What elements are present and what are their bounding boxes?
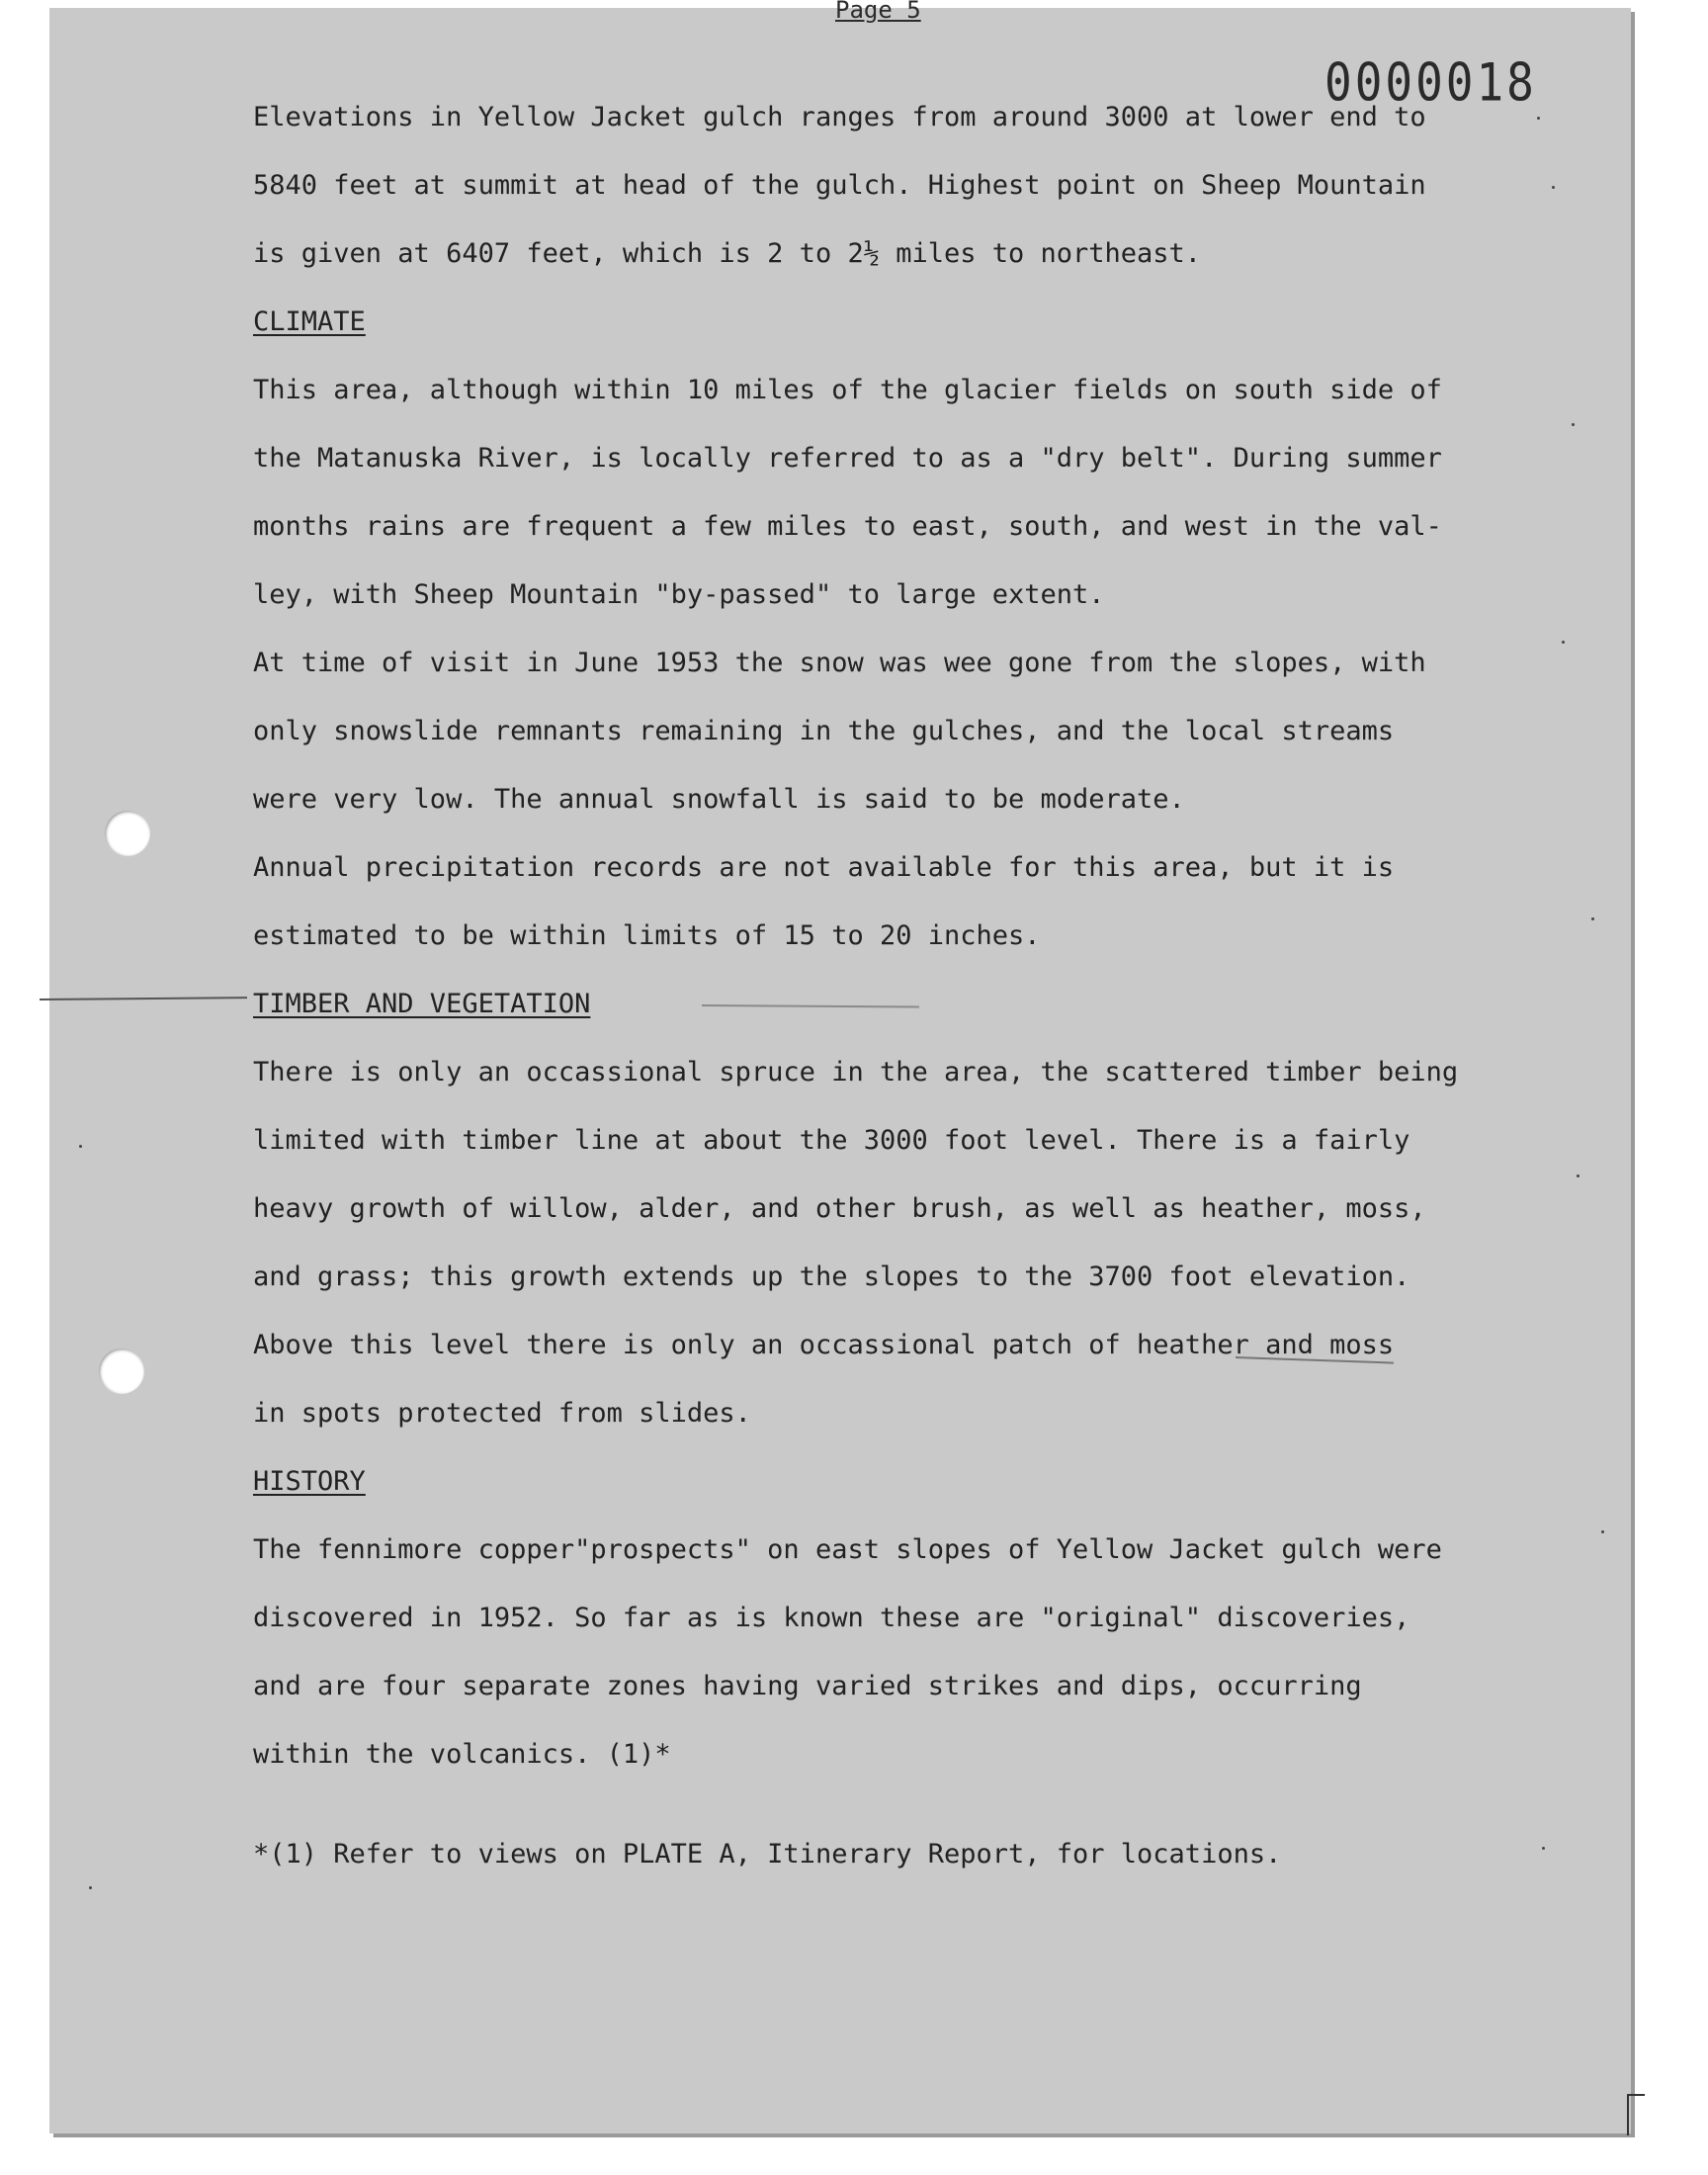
text-line: 5840 feet at summit at head of the gulch. Highest point on Sheep Mountain xyxy=(253,170,1426,201)
document-body xyxy=(253,83,1528,1888)
text-line: the Matanuska River, is locally referred to as a "dry belt". During summer xyxy=(253,443,1442,474)
speck xyxy=(1591,917,1594,920)
text-line: Elevations in Yellow Jacket gulch ranges from around 3000 at lower end to xyxy=(253,102,1426,132)
text-line: and are four separate zones having varied strikes and dips, occurring xyxy=(253,1671,1362,1701)
speck xyxy=(89,1886,92,1889)
text-line: This area, although within 10 miles of the glacier fields on south side of xyxy=(253,375,1442,405)
spacer xyxy=(253,1788,1528,1820)
text-line: discovered in 1952. So far as is known these are "original" discoveries, xyxy=(253,1603,1410,1633)
text-line: estimated to be within limits of 15 to 20 inches. xyxy=(253,920,1041,951)
text-line: only snowslide remnants remaining in the gulches, and the local streams xyxy=(253,716,1395,746)
speck xyxy=(1601,1530,1604,1533)
text-line: heavy growth of willow, alder, and other brush, as well as heather, moss, xyxy=(253,1193,1426,1224)
page-label: Page 5 xyxy=(835,0,921,24)
text-line: limited with timber line at about the 3000 foot level. There is a fairly xyxy=(253,1125,1410,1156)
section-heading-climate: CLIMATE xyxy=(253,306,366,337)
text-line: months rains are frequent a few miles to east, south, and west in the val- xyxy=(253,511,1442,542)
speck xyxy=(1577,1174,1580,1177)
section-heading-timber: TIMBER AND VEGETATION xyxy=(253,989,591,1019)
punch-hole-bottom xyxy=(99,1348,144,1394)
text-line: within the volcanics. (1)* xyxy=(253,1739,671,1770)
text-line: in spots protected from slides. xyxy=(253,1398,751,1429)
text-line: The fennimore copper"prospects" on east slopes of Yellow Jacket gulch were xyxy=(253,1534,1442,1565)
text-line: is given at 6407 feet, which is 2 to 2½ miles to northeast. xyxy=(253,238,1202,269)
text-line: ley, with Sheep Mountain "by-passed" to large extent. xyxy=(253,579,1105,610)
text-line: were very low. The annual snowfall is said to be moderate. xyxy=(253,784,1185,815)
stray-mark xyxy=(40,997,247,1000)
punch-hole-top xyxy=(105,811,150,856)
speck xyxy=(1537,117,1540,120)
speck xyxy=(1552,186,1555,189)
document-number: 0000018 xyxy=(1324,50,1537,114)
speck xyxy=(79,1145,82,1148)
text-line: At time of visit in June 1953 the snow was wee gone from the slopes, with xyxy=(253,648,1426,678)
section-heading-history: HISTORY xyxy=(253,1466,366,1497)
speck xyxy=(1562,641,1565,644)
speck xyxy=(1542,1847,1545,1850)
text-line: and grass; this growth extends up the slopes to the 3700 foot elevation. xyxy=(253,1262,1410,1292)
text-line: There is only an occassional spruce in the area, the scattered timber being xyxy=(253,1057,1459,1088)
corner-mark xyxy=(1627,2094,1645,2135)
speck xyxy=(1572,423,1575,426)
text-line: Annual precipitation records are not available for this area, but it is xyxy=(253,852,1395,883)
text-line: Above this level there is only an occassional patch of heather and moss xyxy=(253,1330,1395,1360)
footnote: *(1) Refer to views on PLATE A, Itinerary Report, for locations. xyxy=(253,1839,1282,1870)
